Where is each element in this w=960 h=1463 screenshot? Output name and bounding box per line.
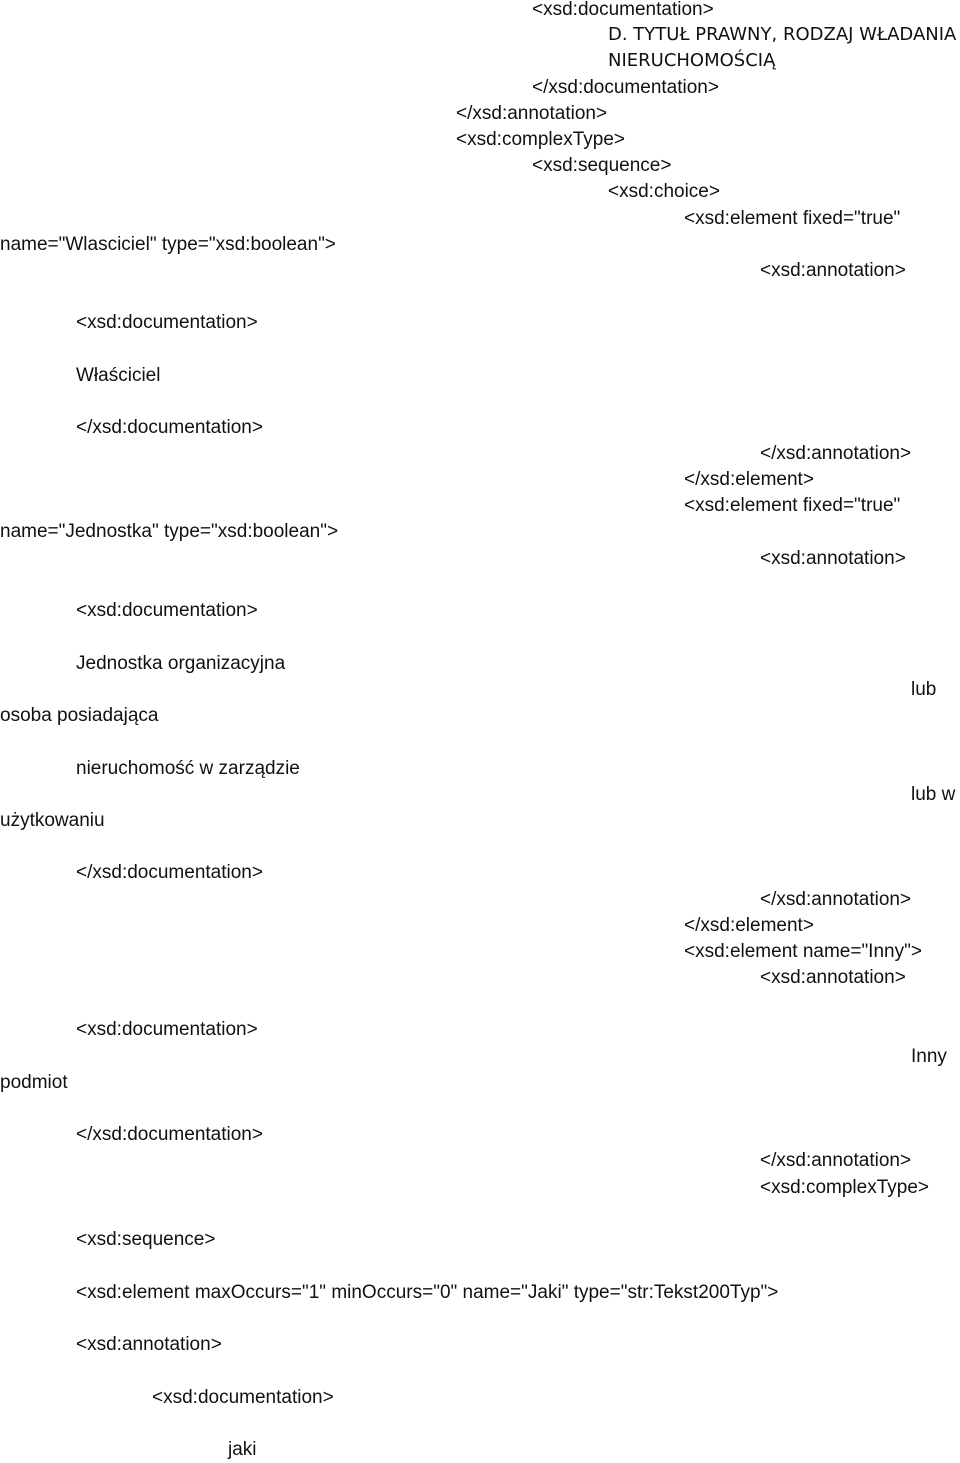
doc-line: <xsd:documentation> <box>532 0 714 20</box>
doc-line: </xsd:annotation> <box>760 889 912 910</box>
doc-line: <xsd:annotation> <box>760 967 906 988</box>
doc-line: name="Jednostka" type="xsd:boolean"> <box>0 521 339 542</box>
doc-line: <xsd:documentation> <box>76 600 258 621</box>
section-heading: NIERUCHOMOŚCIĄ <box>608 50 776 71</box>
doc-line: lub w <box>911 784 956 805</box>
section-heading: D. TYTUŁ PRAWNY, RODZAJ WŁADANIA <box>608 24 957 45</box>
doc-line: </xsd:annotation> <box>760 443 912 464</box>
doc-line: <xsd:complexType> <box>760 1177 929 1198</box>
doc-line: <xsd:annotation> <box>76 1334 222 1355</box>
doc-line: <xsd:element name="Inny"> <box>684 941 922 962</box>
doc-line: <xsd:documentation> <box>76 1019 258 1040</box>
doc-line: podmiot <box>0 1072 68 1093</box>
doc-line: <xsd:element fixed="true" <box>684 495 901 516</box>
doc-line: </xsd:annotation> <box>760 1150 912 1171</box>
doc-line: </xsd:documentation> <box>76 417 263 438</box>
doc-line: lub <box>911 679 937 700</box>
doc-line: nieruchomość w zarządzie <box>76 758 300 779</box>
doc-line: <xsd:complexType> <box>456 129 625 150</box>
doc-line: Jednostka organizacyjna <box>76 653 286 674</box>
doc-line: <xsd:documentation> <box>152 1387 334 1408</box>
doc-line: name="Wlasciciel" type="xsd:boolean"> <box>0 234 336 255</box>
doc-line: <xsd:annotation> <box>760 548 906 569</box>
doc-line: <xsd:documentation> <box>76 312 258 333</box>
doc-line: </xsd:element> <box>684 915 814 936</box>
doc-line: osoba posiadająca <box>0 705 159 726</box>
doc-line: <xsd:sequence> <box>76 1229 216 1250</box>
doc-line: Właściciel <box>76 365 161 386</box>
doc-line: <xsd:element fixed="true" <box>684 208 901 229</box>
doc-line: użytkowaniu <box>0 810 105 831</box>
doc-line: </xsd:documentation> <box>76 1124 263 1145</box>
doc-line: <xsd:annotation> <box>760 260 906 281</box>
doc-line: jaki <box>228 1439 257 1460</box>
doc-line: </xsd:element> <box>684 469 814 490</box>
doc-line: <xsd:element maxOccurs="1" minOccurs="0" name="Jaki" type="str:Tekst200Typ"> <box>76 1282 779 1303</box>
doc-line: <xsd:sequence> <box>532 155 672 176</box>
doc-line: </xsd:documentation> <box>76 862 263 883</box>
doc-line: Inny <box>911 1046 947 1067</box>
doc-line: <xsd:choice> <box>608 181 720 202</box>
doc-line: </xsd:documentation> <box>532 77 719 98</box>
doc-line: </xsd:annotation> <box>456 103 608 124</box>
